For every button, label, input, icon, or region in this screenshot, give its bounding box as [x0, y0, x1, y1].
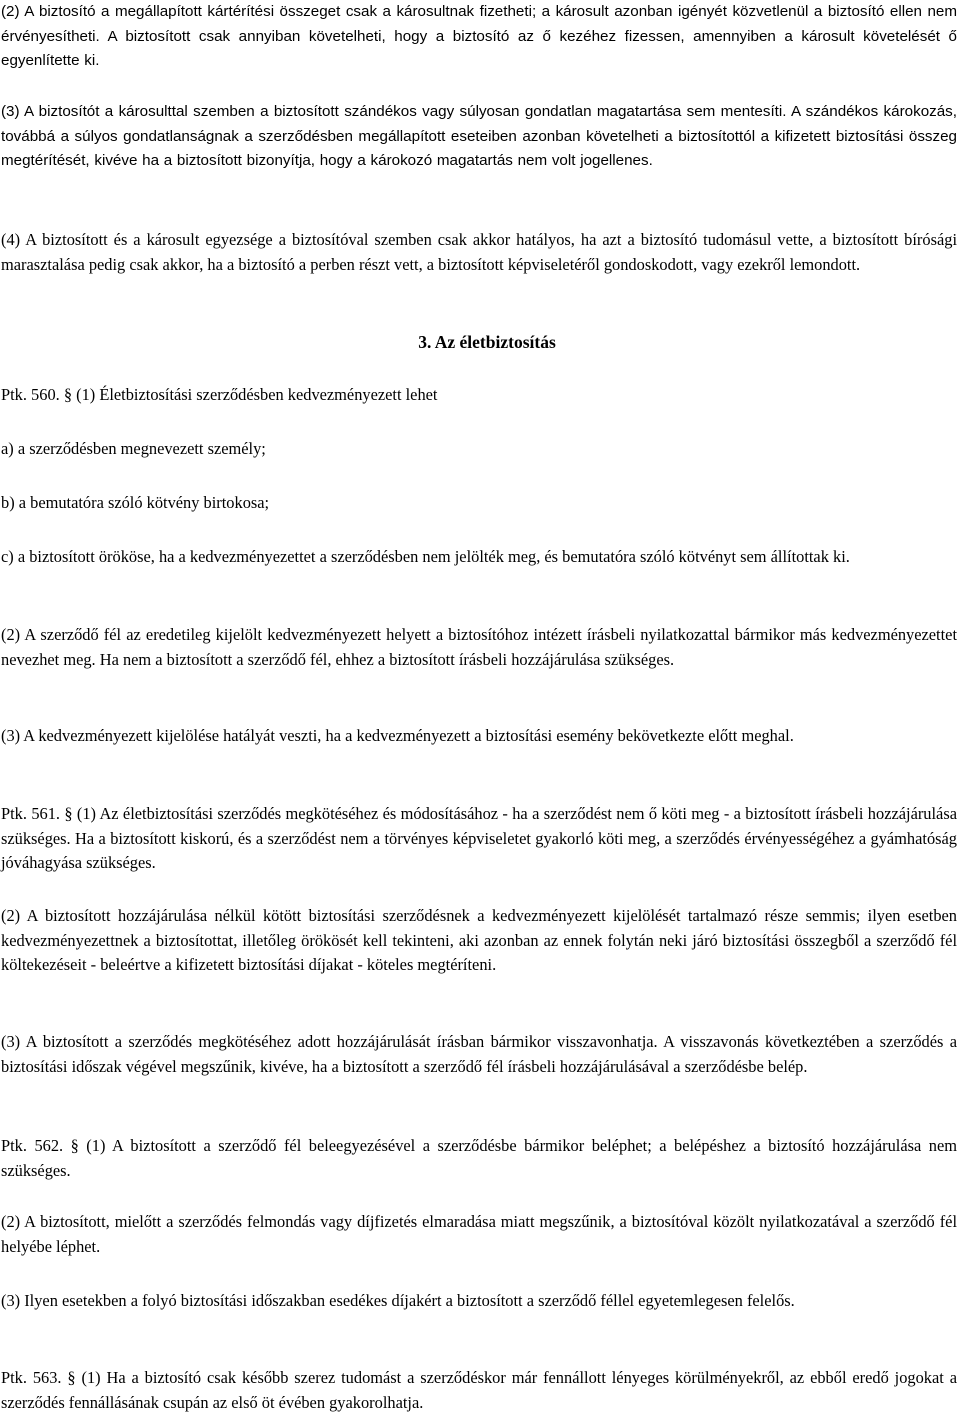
paragraph-intentional-conduct: (3) A biztosítót a károsulttal szemben a biztosított szándékos vagy súlyosan gondatlan magatartása sem mentesíti. A szándékos károkozás, továbbá a súlyos gondatlanságnak a szerződésben megállapított eseteiben azonban követelheti a biztosítottól a kifizetett biztosítási összeg megtérítését, kivéve ha a biztosított bizonyítja, hogy a károkozó magatartás nem volt jogellenes.: [1, 103, 957, 169]
paragraph-ptk-562-3: (3) Ilyen esetekben a folyó biztosítási időszakban esedékes díjakért a biztosított a szerződő féllel egyetemlegesen felelős.: [1, 1291, 795, 1310]
paragraph-ptk-561-2: (2) A biztosított hozzájárulása nélkül kötött biztosítási szerződésnek a kedvezményezett kijelölését tartalmazó része semmis; ilyen esetben kedvezményezettnek a biztosítottat, illetőleg örökösét kell tekinteni, aki azonban az ennek folytán neki járó biztosítási összegből a szerződő fél költekezéseit - beleértve a kifizetett biztosítási díjakat - köteles megtéríteni.: [1, 906, 957, 974]
section-heading-life-insurance: 3. Az életbiztosítás: [418, 332, 556, 352]
paragraph-damages-payment: (2) A biztosító a megállapított kártérítési összeget csak a károsultnak fizetheti; a károsult azonban igényét közvetlenül a biztosító ellen nem érvényesítheti. A biztosított csak annyiban követelheti, hogy a biztosító az ő kezéhez fizessen, amennyiben a károsult követelését ő egyenlítette ki.: [1, 3, 957, 69]
paragraph-ptk-562-2: (2) A biztosított, mielőtt a szerződés felmondás vagy díjfizetés elmaradása miatt megszűnik, a biztosítóval közölt nyilatkozatával a szerződő fél helyébe léphet.: [1, 1212, 957, 1256]
paragraph-ptk-561-1: Ptk. 561. § (1) Az életbiztosítási szerződés megkötéséhez és módosításához - ha a szerződést nem ő köti meg - a biztosított írásbeli hozzájárulása szükséges. Ha a biztosított kiskorú, és a szerződést nem a törvényes képviseletet gyakorló köti meg, a szerződés érvényességéhez a gyámhatóság jóváhagyása szükséges.: [1, 804, 957, 872]
paragraph-ptk-561-3: (3) A biztosított a szerződés megkötéséhez adott hozzájárulását írásban bármikor visszavonhatja. A visszavonás következtében a szerződés a biztosítási időszak végével megszűnik, kivéve, ha a biztosított a szerződő fél írásbeli hozzájárulásával a szerződésbe belép.: [1, 1032, 957, 1076]
list-item-a: a) a szerződésben megnevezett személy;: [1, 439, 266, 458]
paragraph-ptk-560-2: (2) A szerződő fél az eredetileg kijelölt kedvezményezett helyett a biztosítóhoz intézett írásbeli nyilatkozattal bármikor más kedvezményezettet nevezhet meg. Ha nem a biztosított a szerződő fél, ehhez a biztosított írásbeli hozzájárulása szükséges.: [1, 625, 957, 669]
paragraph-ptk-562-1: Ptk. 562. § (1) A biztosított a szerződő fél beleegyezésével a szerződésbe bármikor beléphet; a belépéshez a biztosító hozzájárulása nem szükséges.: [1, 1136, 957, 1180]
paragraph-ptk-560-1: Ptk. 560. § (1) Életbiztosítási szerződésben kedvezményezett lehet: [1, 385, 438, 404]
paragraph-ptk-560-3: (3) A kedvezményezett kijelölése hatályát veszti, ha a kedvezményezett a biztosítási esemény bekövetkezte előtt meghal.: [1, 726, 794, 745]
paragraph-ptk-563-1: Ptk. 563. § (1) Ha a biztosító csak később szerez tudomást a szerződéskor már fennállott lényeges körülményekről, az ebből eredő jogokat a szerződés fennállásának csupán az első öt évében gyakorolhatja.: [1, 1368, 957, 1412]
list-item-b: b) a bemutatóra szóló kötvény birtokosa;: [1, 493, 270, 512]
paragraph-settlement-effect: (4) A biztosított és a károsult egyezsége a biztosítóval szemben csak akkor hatályos, ha azt a biztosító tudomásul vette, a biztosított bírósági marasztalása pedig csak akkor, ha a biztosító a perben részt vett, a biztosított képviseletéről gondoskodott, vagy ezekről lemondott.: [1, 230, 957, 274]
list-item-c: c) a biztosított örököse, ha a kedvezményezettet a szerződésben nem jelölték meg, és bemutatóra szóló kötvényt sem állítottak ki.: [1, 547, 850, 566]
